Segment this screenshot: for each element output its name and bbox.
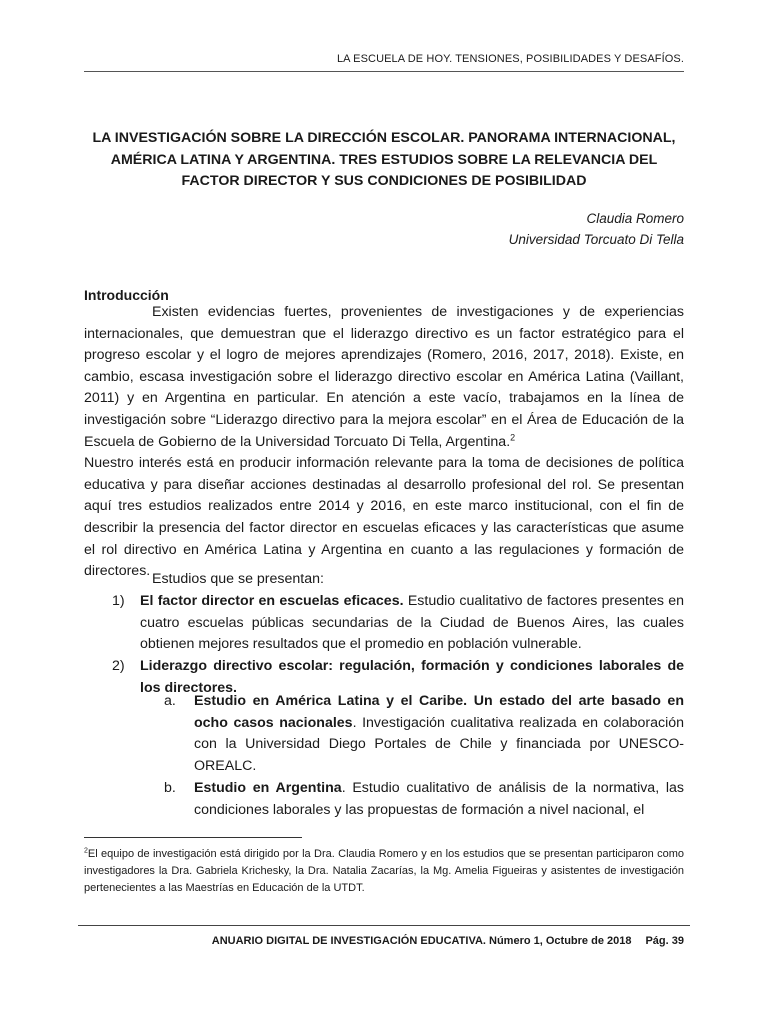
page-footer bbox=[212, 935, 684, 947]
article-title: LA INVESTIGACIÓN SOBRE LA DIRECCIÓN ESCOLAR. PANORAMA INTERNACIONAL, AMÉRICA LATINA Y ARGENTINA. TRES ESTUDIOS SOBRE LA RELEVANCIA DEL FACTOR DIRECTOR Y SUS CONDICIONES DE POSIBILIDAD bbox=[92, 130, 676, 189]
intro-paragraph bbox=[84, 302, 684, 583]
footnote-separator bbox=[84, 837, 302, 838]
author-affiliation: Universidad Torcuato Di Tella bbox=[508, 232, 684, 247]
substudy-description: . Estudio cualitativo de análisis de la normativa, las condiciones laborales y las propuestas de formación a nivel nacional, el bbox=[194, 780, 684, 818]
substudy-title: Estudio en Argentina bbox=[194, 780, 342, 796]
footnote-reference[interactable]: 2 bbox=[510, 431, 516, 442]
study-description: Estudio cualitativo de factores presentes en cuatro escuelas públicas secundarias de la Ciudad de Buenos Aires, las cuales obtienen mejores resultados que el promedio en población vulnerable. bbox=[140, 593, 684, 653]
header-rule bbox=[84, 71, 684, 72]
section-heading: Introducción bbox=[84, 287, 169, 303]
journal-citation: ANUARIO DIGITAL DE INVESTIGACIÓN EDUCATIVA. Número 1, Octubre de 2018 bbox=[211, 935, 632, 947]
studies-lead: Estudios que se presentan: bbox=[152, 571, 324, 587]
list-letter: a. bbox=[164, 693, 176, 709]
substudy-list-item bbox=[164, 691, 685, 777]
author-name: Claudia Romero bbox=[586, 211, 684, 226]
list-number: 2) bbox=[112, 658, 125, 674]
footer-rule bbox=[78, 925, 690, 926]
list-number: 1) bbox=[112, 593, 125, 609]
footnote bbox=[84, 846, 684, 897]
intro-text-continued: Nuestro interés está en producir información relevante para la toma de decisiones de política educativa y para diseñar acciones destinadas al desarrollo profesional del rol. Se presentan aquí tres estudios realizados entre 2014 y 2016, en este marco institucional, con el fin de describir la presencia del factor director en escuelas eficaces y las características que asume el rol directivo en América Latina y Argentina en cuanto a las regulaciones y formación de directores. bbox=[84, 455, 684, 580]
study-title: El factor director en escuelas eficaces. bbox=[140, 593, 404, 609]
intro-text: Existen evidencias fuertes, provenientes de investigaciones y de experiencias internacionales, que demuestran que el liderazgo directivo es un factor estratégico para el progreso escolar y el logro de mejores aprendizajes (Romero, 2016, 2017, 2018). Existe, en cambio, escasa investigación sobre el liderazgo directivo escolar en América Latina (Vaillant, 2011) y en Argentina en particular. En atención a este vacío, trabajamos en la línea de investigación sobre “Liderazgo directivo para la mejora escolar” en el Área de Educación de la Escuela de Gobierno de la Universidad Torcuato Di Tella, Argentina. bbox=[84, 304, 684, 450]
substudy-description: . Investigación cualitativa realizada en colaboración con la Universidad Diego Portales de Chile y financiada por UNESCO-OREALC. bbox=[194, 714, 685, 774]
running-header: LA ESCUELA DE HOY. TENSIONES, POSIBILIDADES Y DESAFÍOS. bbox=[336, 53, 684, 65]
page-number: Pág. 39 bbox=[645, 935, 684, 947]
footnote-marker: 2 bbox=[84, 847, 88, 855]
substudy-list-item bbox=[164, 778, 684, 821]
study-title: Liderazgo directivo escolar: regulación, formación y condiciones laborales de los directores. bbox=[140, 658, 684, 696]
author-block bbox=[509, 208, 684, 250]
list-letter: b. bbox=[164, 780, 176, 796]
footnote-text: El equipo de investigación está dirigido por la Dra. Claudia Romero y en los estudios que se presentan participaron como investigadores la Dra. Gabriela Krichesky, la Dra. Natalia Zacarías, la Mg. Amelia Figueiras y asistentes de investigación pertenecientes a las Maestrías en Educación de la UTDT. bbox=[84, 848, 684, 894]
study-list-item bbox=[112, 591, 684, 656]
substudy-title: Estudio en América Latina y el Caribe. Un estado del arte basado en ocho casos nacionales bbox=[194, 693, 684, 731]
